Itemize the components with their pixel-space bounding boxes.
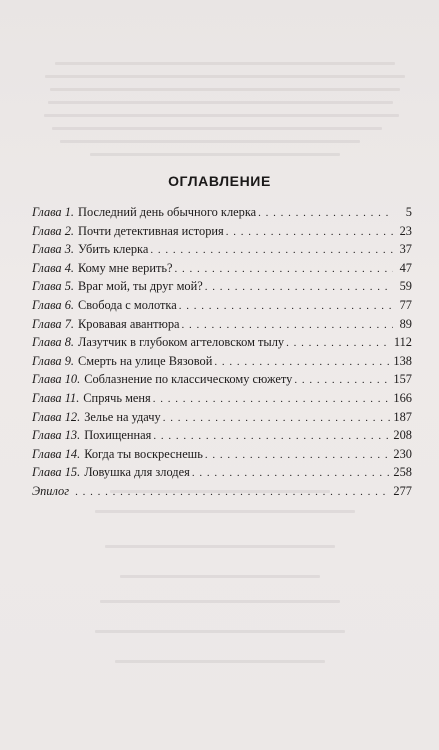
page-number: 230 <box>393 446 412 461</box>
chapter-title: Кому мне верить? <box>78 260 173 275</box>
toc-entry[interactable] <box>32 277 412 296</box>
leader-dots <box>214 353 390 372</box>
leader-dots <box>163 409 391 428</box>
page-number: 208 <box>393 428 412 443</box>
chapter-label: Глава 1. <box>32 205 75 219</box>
leader-dots <box>226 223 393 242</box>
chapter-label: Глава 7. <box>32 316 75 331</box>
page-number: 37 <box>399 242 412 257</box>
page-number: 277 <box>393 483 412 498</box>
leader-dots <box>182 316 393 335</box>
chapter-label: Глава 3. <box>32 242 75 257</box>
toc-entry[interactable] <box>32 203 412 222</box>
chapter-title: Зелье на удачу <box>84 409 161 424</box>
chapter-title: Последний день обычного клерка <box>78 205 257 219</box>
toc-entry[interactable] <box>32 333 412 352</box>
leader-dots <box>294 371 390 390</box>
page-number: 258 <box>393 465 412 480</box>
page-number: 5 <box>405 205 412 219</box>
bleed-through-line <box>100 600 340 603</box>
bleed-through-line <box>50 88 400 91</box>
bleed-through-line <box>45 75 405 78</box>
toc-entry[interactable] <box>32 315 412 334</box>
chapter-title: Лазутчик в глубоком агтеловском тылу <box>78 335 285 350</box>
bleed-through-line <box>90 153 340 156</box>
chapter-title: Убить клерка <box>78 242 149 257</box>
table-of-contents <box>32 203 412 501</box>
leader-dots <box>150 241 393 260</box>
toc-entry[interactable] <box>32 482 412 501</box>
bleed-through-line <box>115 660 325 663</box>
chapter-label: Глава 14. <box>32 446 81 461</box>
chapter-label: Глава 15. <box>32 465 81 480</box>
chapter-title: Смерть на улице Вязовой <box>78 353 213 368</box>
bleed-through-line <box>48 101 393 104</box>
bleed-through-line <box>60 140 360 143</box>
toc-entry[interactable] <box>32 463 412 482</box>
bleed-through-line <box>95 630 345 633</box>
chapter-label: Глава 8. <box>32 335 75 350</box>
chapter-label: Глава 4. <box>32 260 75 275</box>
page-number: 89 <box>399 316 412 331</box>
chapter-title: Когда ты воскреснешь <box>84 446 203 461</box>
leader-dots <box>153 427 390 446</box>
toc-entry[interactable] <box>32 352 412 371</box>
page-number: 23 <box>399 223 412 238</box>
leader-dots <box>75 483 390 502</box>
leader-dots <box>205 446 391 465</box>
leader-dots <box>179 297 393 316</box>
leader-dots <box>153 390 391 409</box>
chapter-label: Глава 13. <box>32 428 81 443</box>
chapter-label: Глава 10. <box>32 372 81 387</box>
page-number: 77 <box>399 297 412 312</box>
toc-entry[interactable] <box>32 259 412 278</box>
toc-entry[interactable] <box>32 296 412 315</box>
leader-dots <box>286 334 391 353</box>
page-number: 59 <box>399 279 412 294</box>
page-number: 47 <box>399 260 412 275</box>
leader-dots <box>258 204 393 223</box>
bleed-through-line <box>105 545 335 548</box>
bleed-through-line <box>52 127 382 130</box>
bleed-through-line <box>95 510 355 513</box>
chapter-label: Глава 6. <box>32 297 75 312</box>
toc-entry[interactable] <box>32 370 412 389</box>
chapter-label: Глава 2. <box>32 223 75 238</box>
chapter-label: Глава 9. <box>32 353 75 368</box>
bleed-through-line <box>120 575 320 578</box>
chapter-label: Глава 5. <box>32 279 75 294</box>
toc-entry[interactable] <box>32 426 412 445</box>
page-number: 157 <box>393 372 412 387</box>
leader-dots <box>175 260 393 279</box>
chapter-title: Враг мой, ты друг мой? <box>78 279 203 294</box>
chapter-label: Глава 12. <box>32 409 81 424</box>
chapter-title: Кровавая авантюра <box>78 316 180 331</box>
toc-entry[interactable] <box>32 445 412 464</box>
bleed-through-line <box>44 114 399 117</box>
leader-dots <box>192 464 391 483</box>
page-number: 138 <box>393 353 412 368</box>
chapter-title: Почти детективная история <box>78 223 224 238</box>
page-title: ОГЛАВЛЕНИЕ <box>168 173 271 189</box>
toc-entry[interactable] <box>32 222 412 241</box>
leader-dots <box>205 278 393 297</box>
toc-entry[interactable] <box>32 240 412 259</box>
chapter-title: Соблазнение по классическому сюжету <box>84 372 293 387</box>
chapter-title: Свобода с молотка <box>78 297 177 312</box>
chapter-label: Глава 11. <box>32 390 80 405</box>
chapter-label: Эпилог <box>32 483 70 498</box>
chapter-title: Похищенная <box>84 428 152 443</box>
toc-entry[interactable] <box>32 408 412 427</box>
page-number: 112 <box>393 335 412 350</box>
chapter-title: Спрячь меня <box>83 390 151 405</box>
toc-entry[interactable] <box>32 389 412 408</box>
bleed-through-line <box>55 62 395 65</box>
page-number: 187 <box>393 409 412 424</box>
page-number: 166 <box>393 390 412 405</box>
chapter-title: Ловушка для злодея <box>84 465 190 480</box>
